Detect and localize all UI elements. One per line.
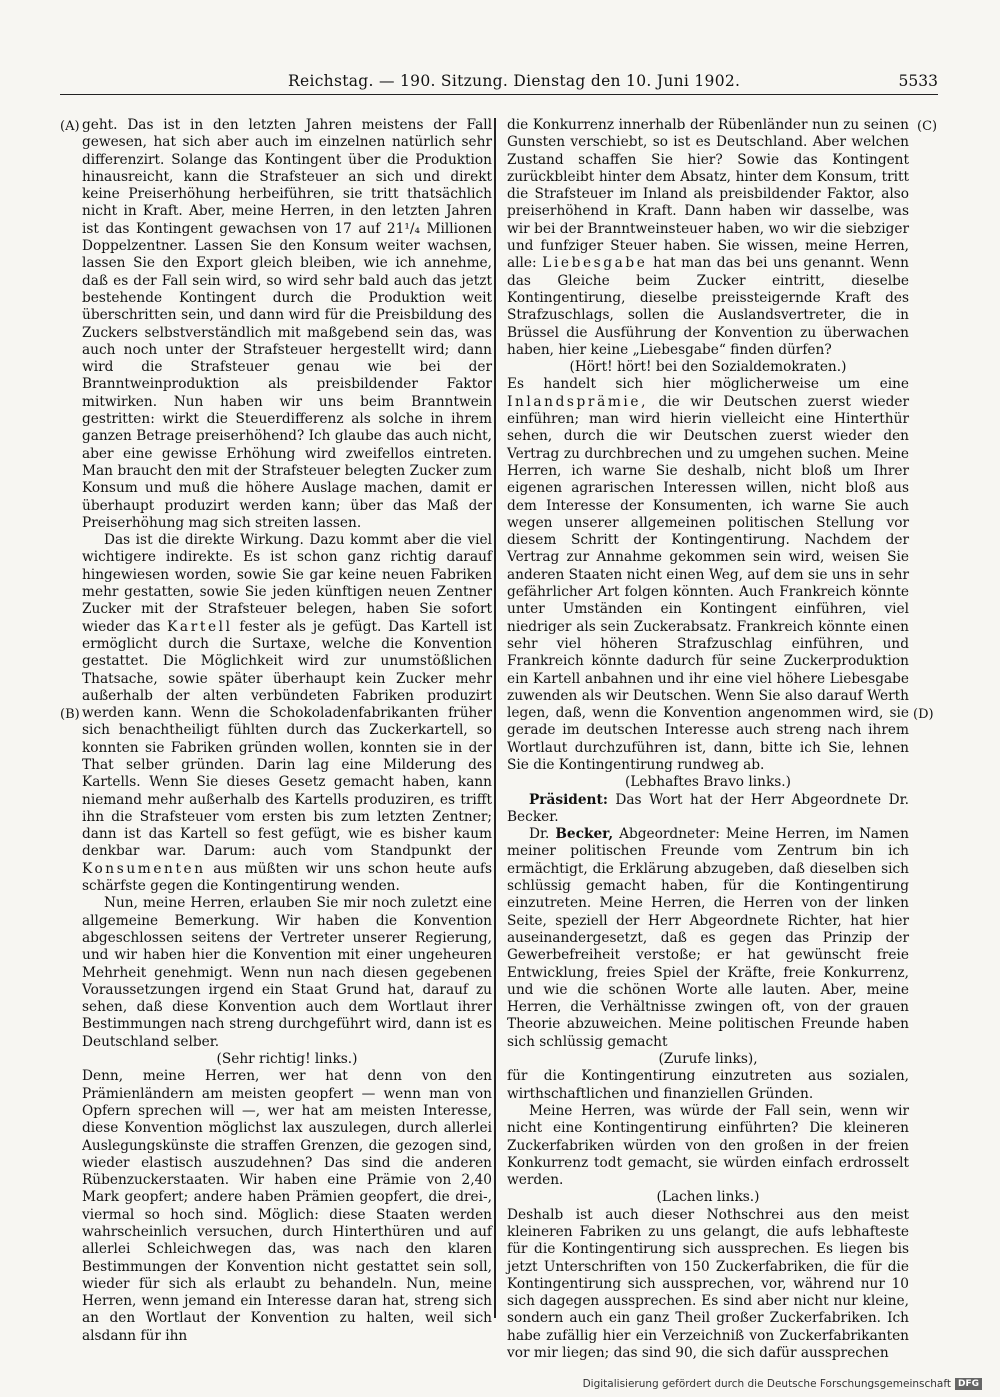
text-run: Das Wort hat der Herr Abgeordnete Dr. Becker. — [507, 791, 909, 825]
text-run: Abgeordneter: Meine Herren, im Namen meiner politischen Freunde vom Zentrum bin ich ermächtigt, die Erklärung abzugeben, daß dieselben sich schlüssig gemacht haben, für die Kontingentirung einzutreten. Meine Herren, die Herren von der linken Seite, speziell der Herr Abgeordnete Richter, hat hier auseinandergesetzt, daß es gegen das Prinzip der Gewerbefreiheit verstoße; er hat gewünscht freie Entwicklung, freies Spiel der Kräfte, freie Konkurrenz, und wie die schönen Worte alle lauten. Aber, meine Herren, die Verhältnisse zwingen oft, von der grauen Theorie abzuweichen. Meine politischen Freunde haben sich schlüssig gemacht — [507, 826, 909, 1050]
paragraph: Meine Herren, was würde der Fall sein, wenn wir nicht eine Kontingentirung einführten? Die kleineren Zuckerfabriken würden von den großen in der freien Konkurrenz todt gemacht, sie würden einfach erdrosselt werden. — [507, 1102, 909, 1189]
spaced-term: Liebesgabe — [542, 255, 648, 272]
running-header — [60, 70, 938, 95]
text-run: fester als je gefügt. Das Kartell ist ermöglicht durch die Surtaxe, welche die Konvention gestattet. Die Möglichkeit wird zur unumstößlichen Thatsache, sowie später überhaupt kein Zucker mehr außerhalb der alten verbündeten Fabriken produzirt werden kann. Wenn die Schokoladenfabrikanten früher sich benachtheiligt fühlten durch das Zuckerkartell, so konnten sie Fabriken gründen wollen, konnten sie in der That selber gründen. Darin lag eine Milderung des Kartells. Wenn Sie dieses Gesetz gemacht haben, kann niemand mehr außerhalb des Kartells produziren, es trifft ihn die Strafsteuer vom ersten bis zum letzten Zentner; dann ist das Kartell so fest gefügt, wie es bisher kaum denkbar war. Darum: auch vom Standpunkt der — [82, 618, 492, 860]
becker-paragraph — [507, 826, 909, 1051]
interjection: (Hört! hört! bei den Sozialdemokraten.) — [569, 359, 847, 376]
text-run: die wir Deutschen zuerst wieder einführen; man wird hierin vielleicht eine Hinterthür sehen, durch die wir Deutschen zuerst wieder den Vertrag zu durchbrechen und zu umgehen suchen. Meine Herren, ich warne Sie deshalb, nicht bloß um Ihrer eigenen agrarischen Interessen willen, nicht bloß aus dem Interesse der Konsumenten, ich warne Sie auch wegen unserer allgemeinen politischen Stellung vor diesem Schritt der Kontingentirung. Nachdem der Vertrag zur Annahme gekommen sein wird, weisen Sie anderen Staaten nicht einen Weg, auf dem sie uns in sehr gefährlicher Art folgen könnten. Auch Frankreich könnte unter Umständen ein Kontingent einführen, viel niedriger als sein Zuckerabsatz. Frankreich könnte einen sehr viel höheren Strafzuschlag einführen, und Frankreich könnte dadurch für seine Zuckerproduktion ein Kartell anbahnen und ihr eine viel höhere Liebesgabe zuwenden als wir Deutschen. Wenn Sie also darauf Werth legen, daß, wenn die Konvention angenommen wird, sie gerade im deutschen Interesse auch streng nach ihrem Wortlaut durchzuführen ist, dann, bitte ich Sie, lehnen Sie die Kontingentirung rundweg ab. — [507, 393, 909, 773]
speaker-prefix: Dr. — [529, 826, 550, 843]
paragraph: Denn, meine Herren, wer hat denn von den Prämienländern am meisten geopfert — wenn man von Opfern sprechen will —, wer hat am meisten Interesse, diese Konvention möglichst lax auszulegen, durch allerlei Auslegungskünste die straffen Grenzen, die gezogen sind, wieder elastisch auszudehnen? Das sind die anderen Rübenzuckerstaaten. Wir haben eine Prämie von 2,40 Mark geopfert; andere haben Prämien geopfert, die drei-, viermal so hoch sind. Möglich: diese Staaten werden wahrscheinlich versuchen, durch Hinterthüren und auf allerlei Schleichwegen das, was nach den klaren Bestimmungen der Konvention nicht gestattet sein soll, wieder für sich als erlaubt zu behandeln. Nun, meine Herren, wenn jemand ein Interesse daran hat, streng sich an den Wortlaut der Konvention zu halten, weil sich alsdann für ihn — [82, 1068, 492, 1344]
speaker-name: Becker, — [555, 826, 614, 843]
text-run: Es handelt sich hier möglicherweise um eine — [507, 376, 909, 393]
dfg-logo: DFG — [955, 1378, 982, 1390]
text-run: Das ist die direkte Wirkung. Dazu kommt aber die viel wichtigere indirekte. Es ist schon ganz richtig darauf hingewiesen worden, sowie Sie gar keine neuen Fabriken mehr gestatten, sowie Sie jeden künftigen neuen Zentner Zucker mit der Strafsteuer belegen, haben Sie sofort wieder das — [82, 532, 492, 635]
paragraph — [507, 376, 909, 774]
paragraph: geht. Das ist in den letzten Jahren meistens der Fall gewesen, hat sich aber auch im einzelnen natürlich sehr differenzirt. Solange das Kontingent über die Produktion hinausreicht, kann die Strafsteuer an sich und direkt keine Preiserhöhung herbeiführen, sie tritt thatsächlich nicht in Kraft. Aber, meine Herren, in den letzten Jahren ist das Kontingent gewachsen von 17 auf 21¹/₄ Millionen Doppelzentner. Lassen Sie den Konsum weiter wachsen, lassen Sie den Export gleich bleiben, wie ich annehme, daß es der Fall sein wird, so wird sehr bald auch das jetzt bestehende Kontingent durch die Produktion weit überschritten sein, und dann wird für die Preisbildung des Zuckers selbstverständlich mit maßgebend sein das, was auch noch unter der Strafsteuer hergestellt wird; dann wird die Strafsteuer genau wie bei der Branntweinproduktion als preisbildender Faktor mitwirken. Nun haben wir uns beim Branntwein gestritten: wirkt die Steuerdifferenz als solche in ihrem ganzen Betrage preiserhöhend? Ich glaube das auch nicht, aber eine gewisse Erhöhung wird zweifellos eintreten. Man braucht den mit der Strafsteuer belegten Zucker zum Konsum und muß die höhere Auslage machen, damit er überhaupt produzirt werden kann; über das Maß der Preiserhöhung mag sich streiten lassen. — [82, 117, 492, 531]
paragraph: Deshalb ist auch dieser Nothschrei aus den meist kleineren Fabriken zu uns gelangt, die aufs lebhafteste für die Kontingentirung sich aussprechen. Es liegen bis jetzt Unterschriften von 150 Zuckerfabriken, die für die Kontingentirung sich aussprechen, vor, während nur 10 sich dagegen aussprechen. Es sind aber nicht nur kleine, sondern auch ein ganz Theil großer Zuckerfabriken. Ich habe zufällig hier ein Verzeichniß von Zuckerfabrikanten vor mir liegen; das sind 90, die sich dafür aussprechen — [507, 1206, 909, 1362]
president-paragraph — [507, 792, 909, 827]
text-run: die Konkurrenz innerhalb der Rübenländer nun zu seinen Gunsten verschiebt, so ist es Deutschland. Aber welchen Zustand schaffen Sie hier? Sowie das Kontingent zurückbleibt hinter dem Absatz, hinter dem Konsum, tritt die Strafsteuer im Inland als preisbildender Faktor, also preiserhöhend in Kraft. Dann haben wir dasselbe, was wir bei der Branntweinsteuer haben, wo wir die siebziger und funfziger Steuer haben. Sie wissen, meine Herren, alle: — [507, 117, 909, 272]
footer-text: Digitalisierung gefördert durch die Deutsche Forschungsgemeinschaft — [582, 1378, 951, 1390]
paragraph: für die Kontingentirung einzutreten aus sozialen, wirthschaftlichen und finanziellen Gründen. — [507, 1068, 909, 1102]
margin-marker-c: (C) — [917, 119, 938, 134]
margin-marker-a: (A) — [60, 119, 80, 134]
column-divider — [494, 118, 496, 1318]
spaced-term: Konsumenten — [82, 860, 206, 877]
page-number: 5533 — [898, 72, 938, 90]
interjection: (Sehr richtig! links.) — [216, 1051, 358, 1068]
paragraph — [82, 532, 492, 895]
margin-marker-d: (D) — [913, 707, 934, 722]
interjection: (Zurufe links), — [658, 1051, 758, 1068]
paragraph: Nun, meine Herren, erlauben Sie mir noch zuletzt eine allgemeine Bemerkung. Wir haben die Konvention abgeschlossen seitens der Vertreter unserer Regierung, und wir haben hier die Konvention mit einer ungeheuren Mehrheit genehmigt. Wenn nun nach diesen gegebenen Voraussetzungen irgend ein Staat Grund hat, darauf zu sehen, daß diese Konvention auch dem Wortlaut ihrer Bestimmungen nach streng durchgeführt wird, dann ist es Deutschland selber. — [82, 895, 492, 1050]
digitization-footer — [583, 1378, 982, 1390]
margin-marker-b: (B) — [60, 707, 80, 722]
right-column — [507, 117, 909, 1362]
left-column — [82, 117, 492, 1344]
paragraph — [507, 117, 909, 359]
header-title: Reichstag. — 190. Sitzung. Dienstag den 10. Juni 1902. — [288, 72, 741, 90]
text-run: aus müßten wir uns schon heute aufs schärfste gegen die Kontingentirung wenden. — [82, 860, 492, 895]
interjection: (Lebhaftes Bravo links.) — [625, 774, 791, 791]
text-run: hat man das bei uns genannt. Wenn das Gleiche beim Zucker eintritt, dieselbe Kontingentirung, dieselbe preissteigernde Kraft des Strafzuschlags, sollen die Auslandsvertreter, die in Brüssel die Ausführung der Konvention zu überwachen haben, hier keine „Liebesgabe“ finden dürfen? — [507, 255, 909, 358]
spaced-term: Kartell — [167, 618, 233, 635]
interjection: (Lachen links.) — [656, 1189, 760, 1206]
spaced-term: Inlandsprämie, — [507, 393, 649, 410]
speaker-label: Präsident: — [529, 791, 608, 808]
